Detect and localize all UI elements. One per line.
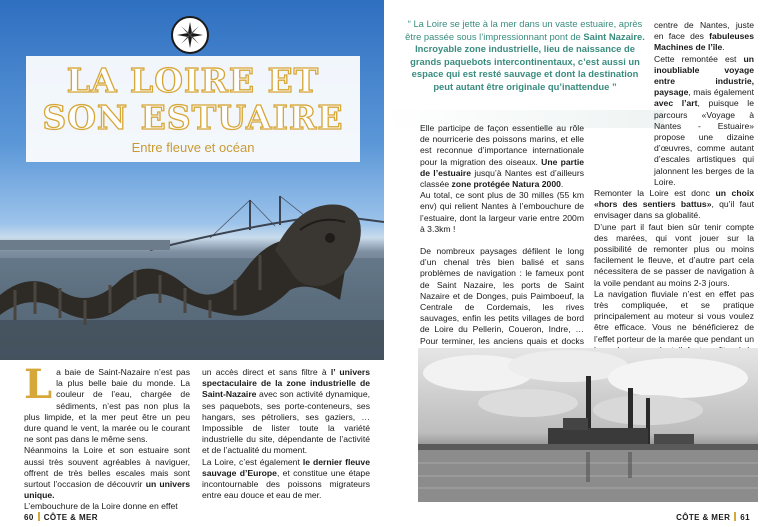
page-footer-left: [24, 512, 98, 522]
article-subtitle: Entre fleuve et océan: [131, 140, 255, 155]
sea-serpent-photo: [0, 0, 384, 360]
power-plant-photo: [418, 348, 758, 502]
page-number: 61: [740, 513, 750, 522]
paragraph: centre de Nantes, juste en face des fabuleuses Machines de l’île.: [654, 20, 754, 53]
article-title-box: [26, 56, 360, 162]
paragraph: La baie de Saint-Nazaire n’est pas la plus belle baie du monde. La couleur de l’eau, chargée de sédiments, n’est pas non plus la plus limpide, et la mer peut être un peu dure quand le vent, la marée ou le courant ne sont pas dans le même sens.: [24, 361, 190, 445]
left-column-2: [202, 367, 370, 501]
paragraph: un accès direct et sans filtre à l’ univers spectaculaire de la zone industrielle de Saint-Nazaire avec son activité dynamique, ses paquebots, ses porte-conteneurs, ses hangars, ses pétroliers, ses gaziers, … Impossible de lister toute la variété industrielle du site, dépendante de l’activité et de l’actualité du moment.: [202, 367, 370, 456]
paragraph: D’une part il faut bien sûr tenir compte des marées, qui vont jouer sur la possibilité de remonter plus ou moins facilement le fleuve, et d’autre part cela nécessitera de se passer de navigation à la voile pendant au moins 2-3 jours.: [594, 221, 754, 288]
paragraph: Néanmoins la Loire et son estuaire sont aussi très souvent agréables à naviguer, offrent de très belles escales mais sont surtout l’occasion de découvrir un univers unique.: [24, 445, 190, 501]
paragraph: La Loire, c’est également le dernier fleuve sauvage d’Europe, et constitue une étape incontournable des poissons migrateurs entre eau douce et eau de mer.: [202, 456, 370, 501]
compass-rose-icon: [171, 16, 209, 54]
pull-quote: “ La Loire se jette à la mer dans un vaste estuaire, après être passée sous l’impressionnant pont de Saint Nazaire. Incroyable zone industrielle, lieu de naissance de grands paquebots intercontinentaux, c’est aussi un espace qui est resté sauvage et dont la destination peut autant être originale qu’inattendue ”: [405, 18, 645, 92]
footer-separator: [734, 512, 736, 521]
right-page: [384, 0, 768, 527]
magazine-name: CÔTE & MER: [676, 513, 731, 522]
paragraph: Remonter la Loire est donc un choix «hors des sentiers battus», qu’il faut envisager dans sa globalité.: [594, 188, 754, 221]
photo-illustration: [0, 0, 384, 360]
paragraph: L’embouchure de la Loire donne en effet: [24, 501, 178, 512]
dropcap: L: [24, 361, 53, 408]
page-number: 60: [24, 513, 34, 522]
left-column-1: [24, 361, 190, 513]
page-footer-right: [676, 512, 750, 522]
paragraph: De nombreux paysages défilent le long d’un chenal très bien balisé et sans problèmes de navigation : le fameux pont de Saint Nazaire, les ports de Saint Nazaire et de Donges, puis Paimboeuf, la Centrale de Cordemais, les rives sauvages, enfin les petits villages de bord de Loire du Pellerin, Coueron, Indre, … Pour terminer, les anciens quais et docks: [420, 246, 584, 346]
paragraph: La navigation fluviale n’est en effet pas très compliquée, et se pratique principalement au moteur si vous voulez être efficace. Vous ne bénéficierez de l’effet porteur de la marée que pendant un: [594, 288, 754, 344]
photo-illustration: [418, 348, 758, 502]
paragraph: Cette remontée est un inoubliable voyage entre industrie, paysage, mais également avec l’art, puisque le parcours «Voyage à Nantes - Estuaire» propose une dizaine d’œuvres, comme autant d’escales artistiques qui jalonnent les berges de la Loire.: [654, 53, 754, 187]
paragraph: Elle participe de façon essentielle au rôle de nourricerie des poissons marins, et elle est reconnue d’importance internationale pour la migration des oiseaux. Une partie de l’estuaire jusqu’à Nantes est d’ailleurs classée zone protégée Natura 2000.: [420, 123, 584, 190]
footer-separator: [38, 512, 40, 521]
magazine-name: CÔTE & MER: [43, 513, 98, 522]
right-column-2-top: [654, 20, 754, 188]
article-title: LA LOIRE ET SON ESTUAIRE: [42, 61, 344, 137]
paragraph: Au total, ce sont plus de 30 milles (55 km env) qui relient Nantes à l’embouchure de l’estuaire, dont la largeur varie entre 200m à 3.3km !: [420, 190, 584, 234]
